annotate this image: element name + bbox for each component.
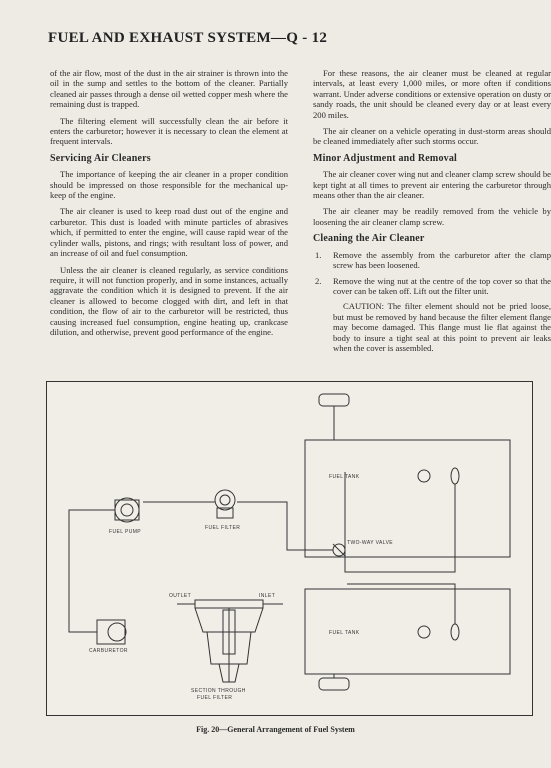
paragraph: For these reasons, the air cleaner must be cleaned at regular intervals, at least every 1,000 miles, or more often if conditions warrant. Under adverse conditions or extensive operation on dusty or sandy roads, the unit should be cleaned every day or at least every 200 miles. bbox=[313, 68, 551, 120]
step-number: 2. bbox=[315, 275, 322, 286]
carburetor-label: CARBURETOR bbox=[89, 648, 128, 654]
section-label-line2: FUEL FILTER bbox=[197, 695, 233, 701]
paragraph: The air cleaner is used to keep road dust out of the engine and carburetor. This dust is loaded with minute particles of abrasives which, if permitted to enter the engine, will cause rapid wear of the cylinder walls, pistons, and rings; with resultant loss of power, and an increase of oil and fuel consumption. bbox=[50, 206, 288, 259]
inlet-label: INLET bbox=[259, 593, 276, 599]
paragraph: The air cleaner cover wing nut and cleaner clamp screw should be kept tight at all times to prevent air entering the carburetor through means other than the air cleaner. bbox=[313, 169, 551, 201]
list-item bbox=[313, 276, 551, 354]
figure-caption: Fig. 20—General Arrangement of Fuel System bbox=[196, 725, 355, 734]
filler-neck-bottom bbox=[319, 678, 349, 690]
right-column bbox=[313, 68, 551, 358]
list-item bbox=[313, 250, 551, 271]
diagram-drawing bbox=[47, 382, 532, 715]
fuel-filter-label: FUEL FILTER bbox=[205, 525, 241, 531]
page-header: FUEL AND EXHAUST SYSTEM—Q - 12 bbox=[48, 30, 328, 46]
drain-plug-bottom-icon bbox=[451, 624, 459, 640]
section-heading-minor-adjustment: Minor Adjustment and Removal bbox=[313, 152, 458, 164]
left-column bbox=[50, 68, 288, 343]
step-text: Remove the assembly from the carburetor after the clamp screw has been loosened. bbox=[333, 249, 551, 271]
step-number: 1. bbox=[315, 249, 322, 260]
cleaning-steps bbox=[313, 250, 551, 354]
paragraph: of the air flow, most of the dust in the air strainer is thrown into the oil in the sump and settles to the bottom of the cleaner. Partially cleaned air passes through a dense oil wetted copper mesh where the remaining dust is trapped. bbox=[50, 68, 288, 110]
fuel-gauge-top-icon bbox=[418, 470, 430, 482]
paragraph: The filtering element will successfully clean the air before it enters the carburetor; however it is necessary to clean the element at frequent intervals. bbox=[50, 115, 288, 147]
section-heading-cleaning: Cleaning the Air Cleaner bbox=[313, 233, 425, 245]
paragraph: The air cleaner on a vehicle operating in dust-storm areas should be cleaned immediately after such storms occur. bbox=[313, 126, 551, 147]
section-label-line1: SECTION THROUGH bbox=[191, 688, 246, 694]
filter-section-drawing bbox=[177, 600, 283, 682]
outlet-label: OUTLET bbox=[169, 593, 192, 599]
step-text: Remove the wing nut at the centre of the top cover so that the cover can be taken off. Lift out the filter unit. bbox=[333, 275, 551, 296]
fuel-pump-icon bbox=[115, 498, 139, 522]
fuel-tank-top-shape bbox=[305, 440, 510, 557]
drain-plug-top-icon bbox=[451, 468, 459, 484]
caution-note: CAUTION: The filter element should not be pried loose, but must be removed by hand because the filter element flange may become damaged. This flange must lie flat against the body to insure a tight seal at this point to prevent air leaks when the cover is assembled. bbox=[333, 301, 551, 353]
fuel-gauge-bottom-icon bbox=[418, 626, 430, 638]
section-heading-servicing: Servicing Air Cleaners bbox=[50, 152, 151, 164]
fuel-tank-top-label: FUEL TANK bbox=[329, 474, 360, 480]
fuel-tank-bottom-label: FUEL TANK bbox=[329, 630, 360, 636]
paragraph: The air cleaner may be readily removed from the vehicle by loosening the air cleaner clamp screw. bbox=[313, 206, 551, 227]
paragraph: Unless the air cleaner is cleaned regularly, as service conditions require, it will not function properly, and in some instances, actually aggravate the condition which it is designed to prevent. If the air cleaner is allowed to become clogged with dirt, and left in that condition, the flow of air to the carburetor will be restricted, thus causing increased fuel consumption, engine heating up, crankcase dilution, and otherwise, prevent good performance of the engine. bbox=[50, 264, 288, 337]
filler-neck-top bbox=[319, 394, 349, 406]
fuel-pump-label: FUEL PUMP bbox=[109, 529, 142, 535]
paragraph: The importance of keeping the air cleaner in a proper condition should be impressed on those responsible for the mechanical up-keep of the engine. bbox=[50, 169, 288, 201]
fuel-filter-icon bbox=[215, 490, 235, 510]
fuel-system-diagram bbox=[46, 381, 533, 716]
two-way-valve-label: TWO-WAY VALVE bbox=[347, 540, 394, 546]
